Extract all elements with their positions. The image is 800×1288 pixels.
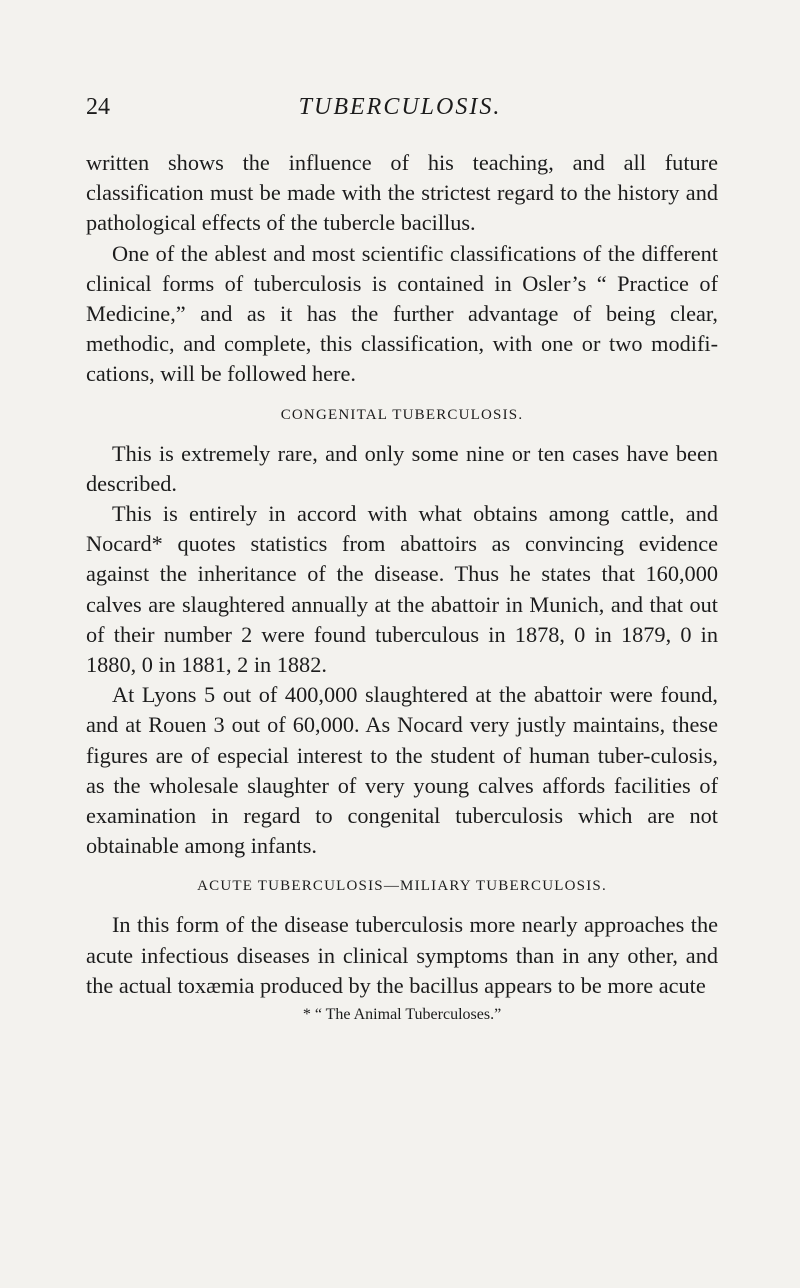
paragraph-2: One of the ablest and most scientific classifications of the different clinical forms of tuberculosis is contained in Osler’s “ Practice of Medicine,” and as it has the further advantage of being clear, methodic, and complete, this classification, with one or two modifi-cations, will be followed here. [86,240,718,387]
body-text [86,148,718,1025]
running-head: TUBERCULOSIS. [298,94,502,120]
section-heading-congenital: CONGENITAL TUBERCULOSIS. [280,406,524,423]
footnote: * “ The Animal Tuberculoses.” [302,1006,502,1024]
paragraph-3: This is extremely rare, and only some nine or ten cases have been described. [86,440,718,496]
section-heading-acute: ACUTE TUBERCULOSIS—MILIARY TUBERCULOSIS. [197,878,607,895]
page-header [0,94,800,124]
paragraph-5: At Lyons 5 out of 400,000 slaughtered at the abattoir were found, and at Rouen 3 out of 60,000. As Nocard very justly maintains, these figures are of especial interest to the student of human tuber-culosis, as the wholesale slaughter of very young calves affords facilities of examination in regard to congenital tuberculosis which are not obtainable among infants. [86,682,718,859]
paragraph-4: This is entirely in accord with what obtains among cattle, and Nocard* quotes statistics from abattoirs as convincing evidence against the inheritance of the disease. Thus he states that 160,000 calves are slaughtered annually at the abattoir in Munich, and that out of their number 2 were found tuberculous in 1878, 0 in 1879, 0 in 1880, 0 in 1881, 2 in 1882. [86,501,718,678]
paragraph-1: written shows the influence of his teaching, and all future classification must be made with the strictest regard to the history and pathological effects of the tubercle bacillus. [86,150,718,236]
paragraph-6: In this form of the disease tuberculosis more nearly approaches the acute infectious diseases in clinical symptoms than in any other, and the actual toxæmia produced by the bacillus appears to be more acute [86,912,718,998]
page-number: 24 [86,94,110,120]
